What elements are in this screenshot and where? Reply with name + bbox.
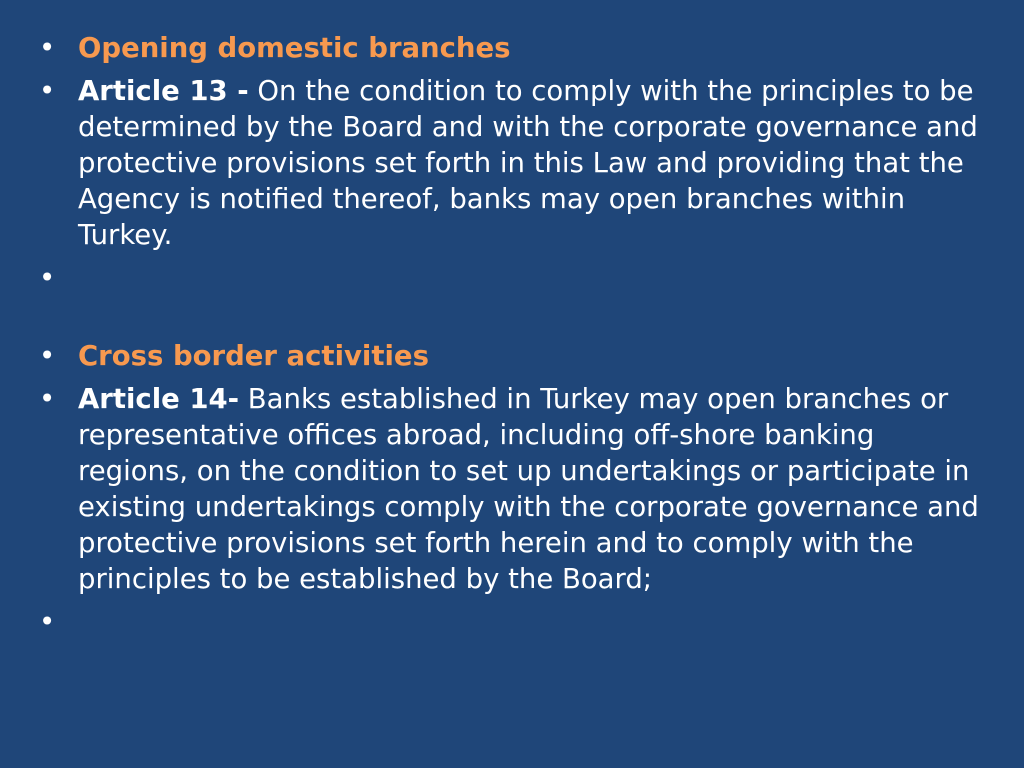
bullet-icon: • — [39, 75, 56, 107]
bullet-icon: • — [39, 606, 56, 638]
bullet-heading-opening-domestic-branches — [39, 30, 989, 66]
section-heading: Cross border activities — [78, 340, 429, 372]
article-text: Banks established in Turkey may open branches or representative offices abroad, including off-shore banking regions, on the condition to set up undertakings or participate in existing undertakings comply with the corporate governance and protective provisions set forth herein and to comply with the principles to be established by the Board; — [78, 383, 979, 595]
bullet-empty — [39, 260, 989, 296]
bullet-empty — [39, 604, 989, 640]
bullet-icon: • — [39, 383, 56, 415]
bullet-icon: • — [39, 262, 56, 294]
bullet-icon: • — [39, 32, 56, 64]
article-text: On the condition to comply with the principles to be determined by the Board and with the corporate governance and protective provisions set forth in this Law and providing that the Agency is notified thereof, banks may open branches within Turkey. — [78, 75, 978, 251]
article-label: Article 14- — [78, 383, 240, 415]
section-heading: Opening domestic branches — [78, 32, 511, 64]
bullet-article-14 — [39, 381, 989, 597]
bullet-article-13 — [39, 73, 989, 253]
bullet-heading-cross-border-activities — [39, 338, 989, 374]
bullet-list — [39, 30, 989, 640]
article-label: Article 13 - — [78, 75, 249, 107]
bullet-icon: • — [39, 340, 56, 372]
